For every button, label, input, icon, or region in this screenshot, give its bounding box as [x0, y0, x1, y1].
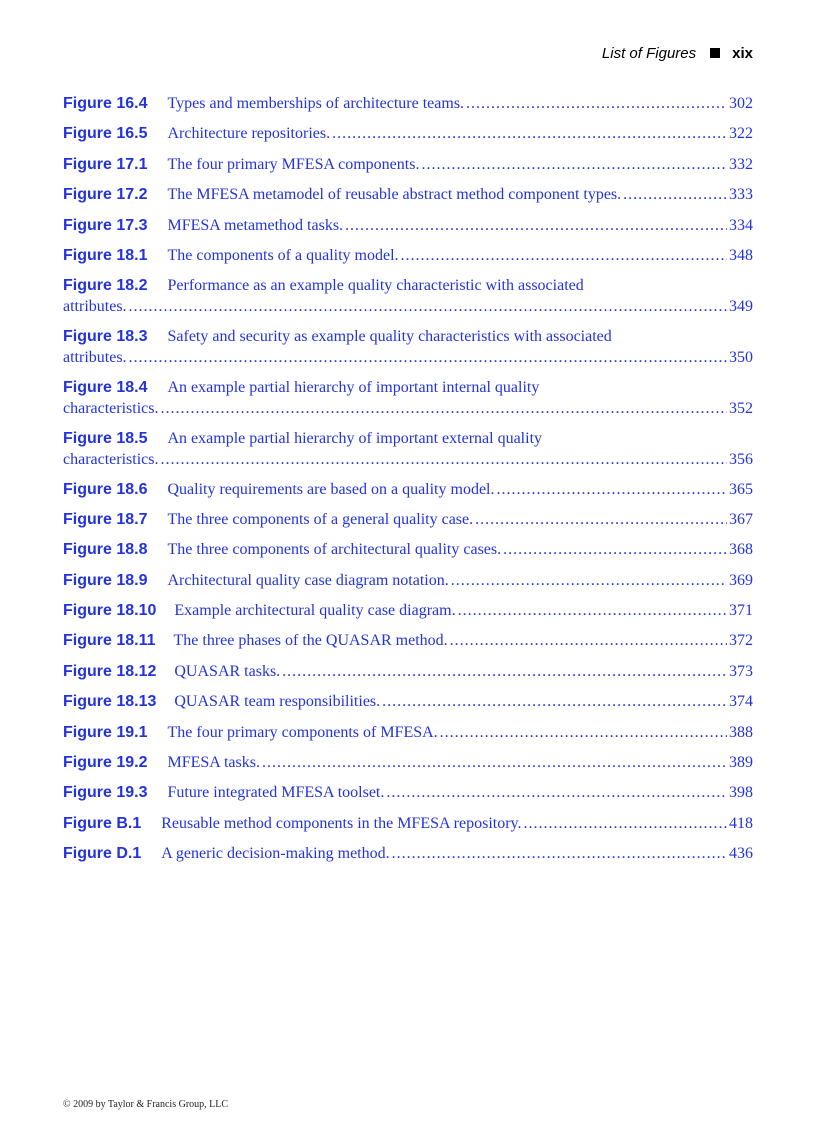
figure-title[interactable]: Architectural quality case diagram notation. — [167, 571, 449, 589]
figure-page[interactable]: 368 — [729, 541, 753, 559]
figure-page[interactable]: 322 — [729, 125, 753, 143]
figure-page[interactable]: 389 — [729, 754, 753, 772]
figure-page[interactable]: 302 — [729, 95, 753, 112]
figure-entry[interactable] — [63, 184, 753, 214]
figure-page[interactable]: 388 — [729, 723, 753, 741]
figure-title[interactable]: Example architectural quality case diagram. — [174, 602, 456, 620]
figure-page[interactable]: 367 — [729, 510, 753, 528]
leader-dots — [440, 722, 727, 744]
figure-entry[interactable] — [63, 570, 753, 600]
figure-entry[interactable] — [63, 843, 753, 873]
leader-dots — [345, 215, 727, 237]
copyright-footer: © 2009 by Taylor & Francis Group, LLC — [63, 1099, 229, 1110]
leader-dots — [382, 691, 727, 713]
leader-dots — [623, 184, 727, 206]
leader-dots — [475, 509, 727, 531]
figure-label[interactable]: Figure 18.8 — [63, 541, 148, 559]
figure-title[interactable]: Types and memberships of architecture teams. — [167, 95, 465, 112]
figure-title-continued[interactable]: characteristics. — [63, 450, 159, 468]
figure-title[interactable]: QUASAR tasks. — [174, 662, 281, 680]
figure-page[interactable]: 418 — [729, 814, 753, 832]
figure-page[interactable]: 349 — [729, 298, 753, 316]
figure-page[interactable]: 371 — [729, 602, 753, 620]
figure-entry[interactable] — [63, 782, 753, 812]
figure-title[interactable]: Future integrated MFESA toolset. — [167, 784, 385, 802]
figure-entry[interactable] — [63, 215, 753, 245]
leader-dots — [458, 600, 727, 622]
figure-entry[interactable] — [63, 752, 753, 782]
figure-title-continued[interactable]: attributes. — [63, 298, 127, 316]
figure-label[interactable]: Figure 18.11 — [63, 632, 156, 650]
leader-dots — [524, 813, 728, 835]
figure-title[interactable]: MFESA metamethod tasks. — [167, 216, 344, 234]
figure-label[interactable]: Figure 18.1 — [63, 246, 148, 264]
figure-label[interactable]: Figure 17.1 — [63, 155, 148, 173]
figure-title[interactable]: The three phases of the QUASAR method. — [173, 632, 448, 650]
figure-entry[interactable] — [63, 661, 753, 691]
figure-title[interactable]: The four primary MFESA components. — [167, 155, 420, 173]
figure-entry[interactable] — [63, 722, 753, 752]
figure-page[interactable]: 350 — [729, 349, 753, 367]
figure-title-continued[interactable]: attributes. — [63, 349, 127, 367]
figure-page[interactable]: 369 — [729, 571, 753, 589]
figure-label[interactable]: Figure 18.5 — [63, 429, 148, 447]
figure-entry[interactable] — [63, 275, 753, 326]
leader-dots — [386, 782, 727, 804]
figure-entry[interactable] — [63, 428, 753, 479]
figure-label[interactable]: Figure 19.2 — [63, 754, 148, 772]
figure-label[interactable]: Figure 17.3 — [63, 216, 148, 234]
figure-label[interactable]: Figure D.1 — [63, 845, 142, 863]
leader-dots — [421, 154, 727, 176]
figure-entry[interactable] — [63, 93, 753, 123]
leader-dots — [503, 539, 727, 561]
figure-entry[interactable] — [63, 600, 753, 630]
figure-label[interactable]: Figure 16.4 — [63, 95, 148, 112]
figure-page[interactable]: 333 — [729, 186, 753, 204]
figure-label[interactable]: Figure 18.7 — [63, 510, 148, 528]
figure-label[interactable]: Figure 18.2 — [63, 277, 148, 295]
figure-label[interactable]: Figure 18.3 — [63, 328, 148, 346]
leader-dots — [466, 93, 727, 115]
figure-page[interactable]: 332 — [729, 155, 753, 173]
figure-title[interactable]: Reusable method components in the MFESA repository. — [161, 814, 522, 832]
square-bullet-icon — [710, 48, 720, 58]
figure-label[interactable]: Figure B.1 — [63, 814, 142, 832]
figure-entry[interactable] — [63, 539, 753, 569]
figure-label[interactable]: Figure 18.6 — [63, 480, 148, 498]
figure-title[interactable]: The MFESA metamodel of reusable abstract method component types. — [167, 186, 622, 204]
figure-entry[interactable] — [63, 509, 753, 539]
figure-entry[interactable] — [63, 154, 753, 184]
leader-dots — [282, 661, 727, 683]
figure-entry[interactable] — [63, 630, 753, 660]
figure-title[interactable]: Architecture repositories. — [167, 125, 331, 143]
figure-label[interactable]: Figure 17.2 — [63, 186, 148, 204]
figure-page[interactable]: 373 — [729, 662, 753, 680]
section-title: List of Figures — [601, 44, 697, 62]
figure-title[interactable]: MFESA tasks. — [167, 754, 260, 772]
figure-title[interactable]: Performance as an example quality characteristic with associated — [167, 277, 584, 295]
leader-dots — [450, 630, 727, 652]
leader-dots — [129, 347, 727, 369]
figure-entry[interactable] — [63, 813, 753, 843]
figure-label[interactable]: Figure 18.4 — [63, 378, 148, 396]
figure-label[interactable]: Figure 16.5 — [63, 125, 148, 143]
leader-dots — [129, 296, 727, 318]
leader-dots — [332, 123, 727, 145]
figure-title[interactable]: The four primary components of MFESA. — [167, 723, 438, 741]
figure-title[interactable]: Quality requirements are based on a quality model. — [167, 480, 495, 498]
figure-page[interactable]: 348 — [729, 246, 753, 264]
figure-page[interactable]: 365 — [729, 480, 753, 498]
figure-title[interactable]: A generic decision-making method. — [161, 845, 390, 863]
figure-page[interactable]: 352 — [729, 399, 753, 417]
figure-page[interactable]: 356 — [729, 450, 753, 468]
figure-label[interactable]: Figure 18.13 — [63, 693, 157, 711]
leader-dots — [401, 245, 727, 267]
figure-label[interactable]: Figure 19.3 — [63, 784, 148, 802]
leader-dots — [262, 752, 727, 774]
figure-page[interactable]: 334 — [729, 216, 753, 234]
leader-dots — [451, 570, 727, 592]
figure-page[interactable]: 372 — [729, 632, 753, 650]
figure-entry[interactable] — [63, 377, 753, 428]
leader-dots — [392, 843, 727, 865]
figure-page[interactable]: 374 — [729, 693, 753, 711]
figure-entry[interactable] — [63, 123, 753, 153]
figure-title-continued[interactable]: characteristics. — [63, 399, 159, 417]
figure-entry[interactable] — [63, 245, 753, 275]
figure-title[interactable]: Safety and security as example quality characteristics with associated — [167, 328, 612, 346]
figure-entry[interactable] — [63, 479, 753, 509]
running-head — [602, 43, 753, 63]
figure-list — [63, 93, 753, 874]
figure-page[interactable]: 436 — [729, 845, 753, 863]
page-number: xix — [732, 44, 753, 62]
figure-page[interactable]: 398 — [729, 784, 753, 802]
figure-label[interactable]: Figure 19.1 — [63, 723, 148, 741]
figure-label[interactable]: Figure 18.12 — [63, 662, 157, 680]
figure-title[interactable]: An example partial hierarchy of important internal quality — [167, 378, 540, 396]
figure-title[interactable]: The three components of architectural quality cases. — [167, 541, 502, 559]
figure-title[interactable]: QUASAR team responsibilities. — [174, 693, 381, 711]
leader-dots — [497, 479, 728, 501]
figure-label[interactable]: Figure 18.10 — [63, 602, 157, 620]
leader-dots — [161, 449, 728, 471]
figure-entry[interactable] — [63, 326, 753, 377]
figure-title[interactable]: An example partial hierarchy of important external quality — [167, 429, 543, 447]
figure-entry[interactable] — [63, 691, 753, 721]
figure-title[interactable]: The three components of a general quality case. — [167, 510, 474, 528]
leader-dots — [161, 398, 728, 420]
figure-title[interactable]: The components of a quality model. — [167, 246, 399, 264]
figure-label[interactable]: Figure 18.9 — [63, 571, 148, 589]
